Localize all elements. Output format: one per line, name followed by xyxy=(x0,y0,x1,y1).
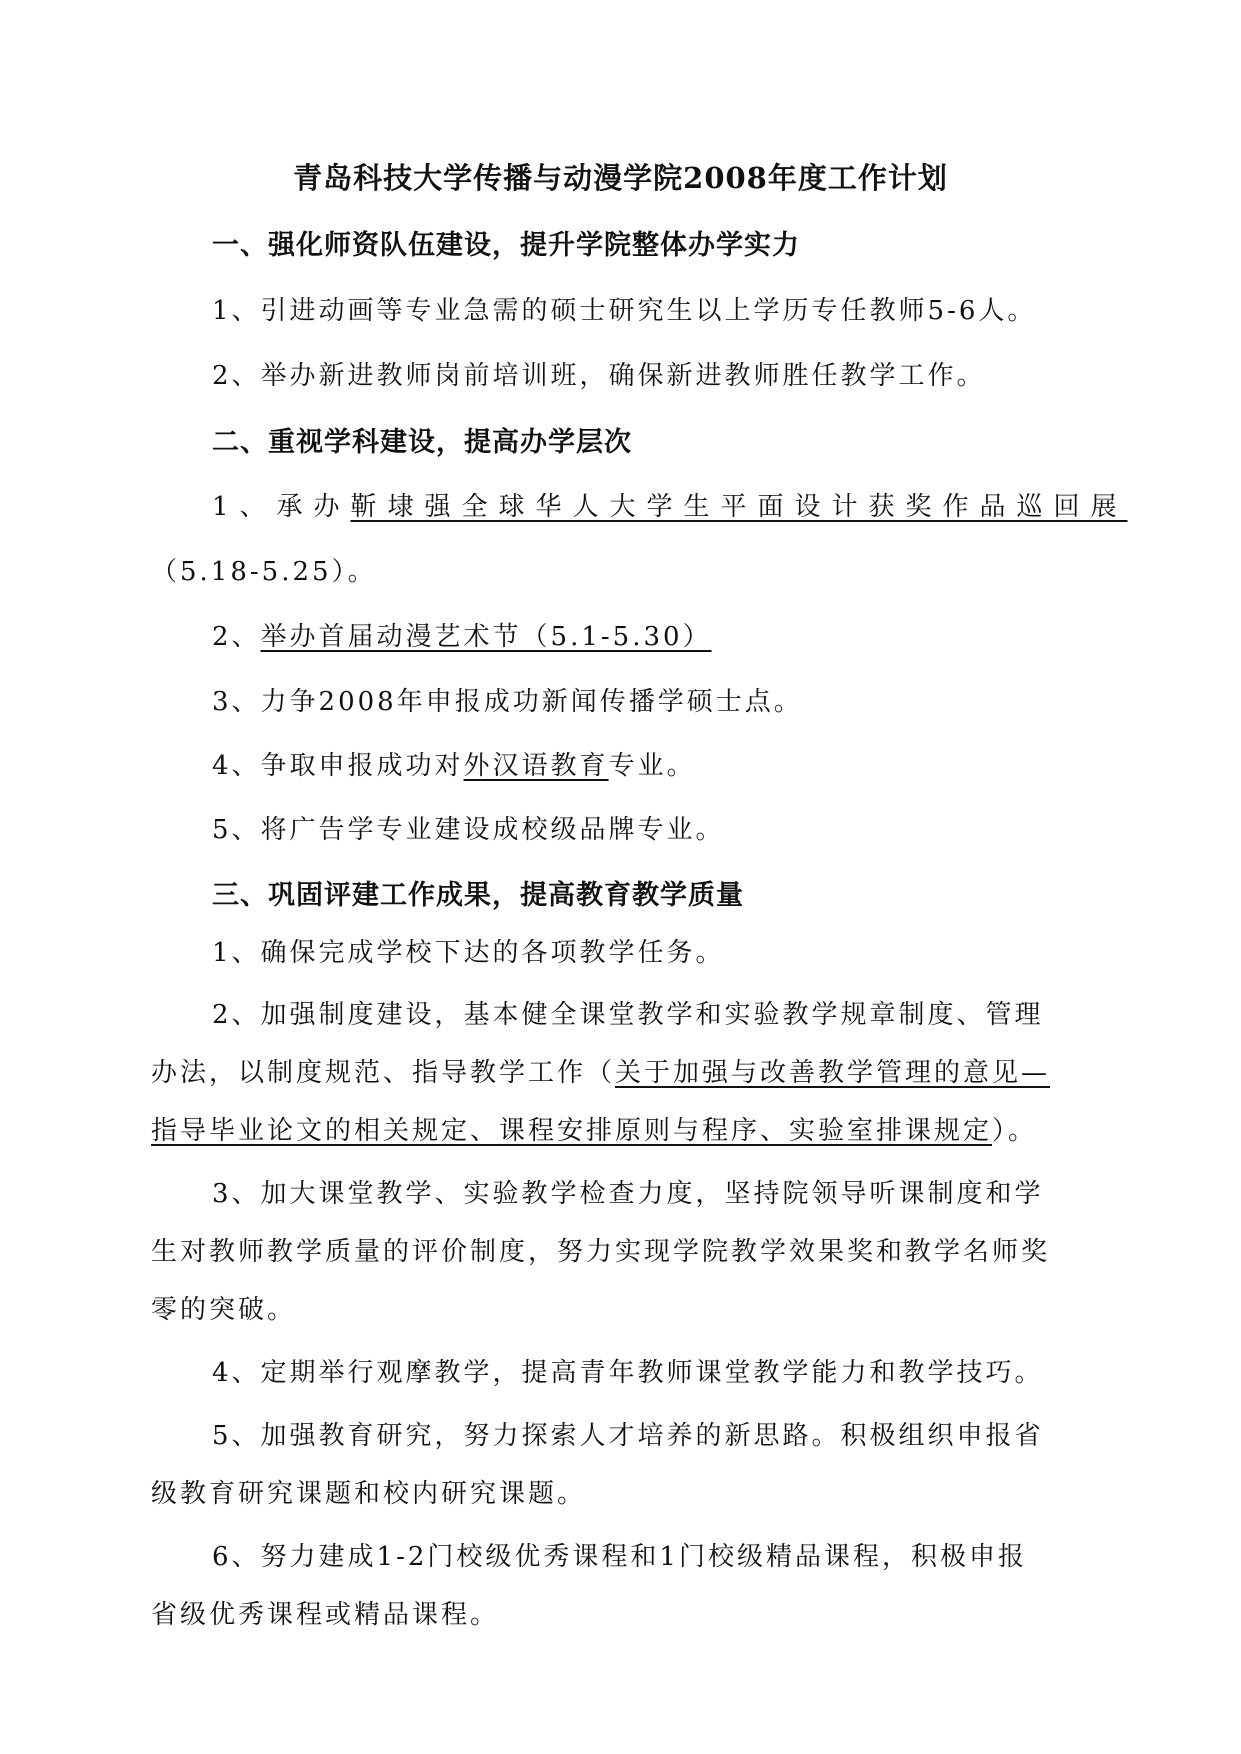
section-2-item-5: 5、将广告学专业建设成校级品牌专业。 xyxy=(212,815,725,845)
section-3-item-2-line-2 xyxy=(151,1055,1241,1091)
chinese-education-link[interactable]: 外汉语教育 xyxy=(463,751,609,781)
section-2-item-3: 3、力争2008年申报成功新闻传播学硕士点。 xyxy=(212,687,803,717)
section-2-item-2-prefix: 2、 xyxy=(212,622,261,652)
section-2-item-1-continuation: （5.18-5.25）。 xyxy=(151,557,377,587)
section-2-item-1-prefix: 1、承办 xyxy=(212,492,351,522)
regulations-link[interactable]: 指导毕业论文的相关规定、课程安排原则与程序、实验室排课规定 xyxy=(151,1116,993,1146)
section-2-item-4 xyxy=(212,748,1241,784)
section-3-item-6-line-1: 6、努力建成1-2门校级优秀课程和1门校级精品课程，积极申报 xyxy=(212,1542,1027,1572)
section-3-item-3-line-2: 生对教师教学质量的评价制度，努力实现学院教学效果奖和教学名师奖 xyxy=(151,1237,1051,1267)
section-2-item-1 xyxy=(212,489,1241,525)
section-3-item-1: 1、确保完成学校下达的各项教学任务。 xyxy=(212,938,725,968)
art-festival-link[interactable]: 举办首届动漫艺术节（5.1-5.30） xyxy=(260,622,712,652)
teaching-management-link[interactable]: 关于加强与改善教学管理的意见— xyxy=(615,1058,1051,1088)
section-2-item-4-suffix: 专业。 xyxy=(608,751,696,781)
document-title: 青岛科技大学传播与动漫学院2008年度工作计划 xyxy=(293,161,948,195)
section-1-item-2: 2、举办新进教师岗前培训班，确保新进教师胜任教学工作。 xyxy=(212,361,986,391)
section-3-item-2-line-2-prefix: 办法，以制度规范、指导教学工作（ xyxy=(151,1058,616,1088)
section-3-heading: 三、巩固评建工作成果，提高教育教学质量 xyxy=(212,880,744,911)
section-1-item-1: 1、引进动画等专业急需的硕士研究生以上学历专任教师5-6人。 xyxy=(212,296,1037,326)
section-3-item-3-line-3: 零的突破。 xyxy=(151,1295,297,1325)
section-2-heading: 二、重视学科建设，提高办学层次 xyxy=(212,427,632,458)
section-3-item-2-line-3 xyxy=(151,1113,1241,1149)
section-3-item-5-line-2: 级教育研究课题和校内研究课题。 xyxy=(151,1479,587,1509)
section-3-item-6-line-2: 省级优秀课程或精品课程。 xyxy=(151,1600,500,1630)
section-3-item-4: 4、定期举行观摩教学，提高青年教师课堂教学能力和教学技巧。 xyxy=(212,1358,1044,1388)
section-2-item-2 xyxy=(212,619,1241,655)
section-2-item-4-prefix: 4、争取申报成功对 xyxy=(212,751,464,781)
section-3-item-3-line-1: 3、加大课堂教学、实验教学检查力度，坚持院领导听课制度和学 xyxy=(212,1179,1044,1209)
section-3-item-2-line-1: 2、加强制度建设，基本健全课堂教学和实验教学规章制度、管理 xyxy=(212,1000,1044,1030)
section-3-item-2-line-3-suffix: ）。 xyxy=(992,1116,1038,1146)
section-3-item-5-line-1: 5、加强教育研究，努力探索人才培养的新思路。积极组织申报省 xyxy=(212,1421,1044,1451)
section-1-heading: 一、强化师资队伍建设，提升学院整体办学实力 xyxy=(212,230,800,261)
exhibition-link[interactable]: 靳埭强全球华人大学生平面设计获奖作品巡回展 xyxy=(350,492,1128,522)
